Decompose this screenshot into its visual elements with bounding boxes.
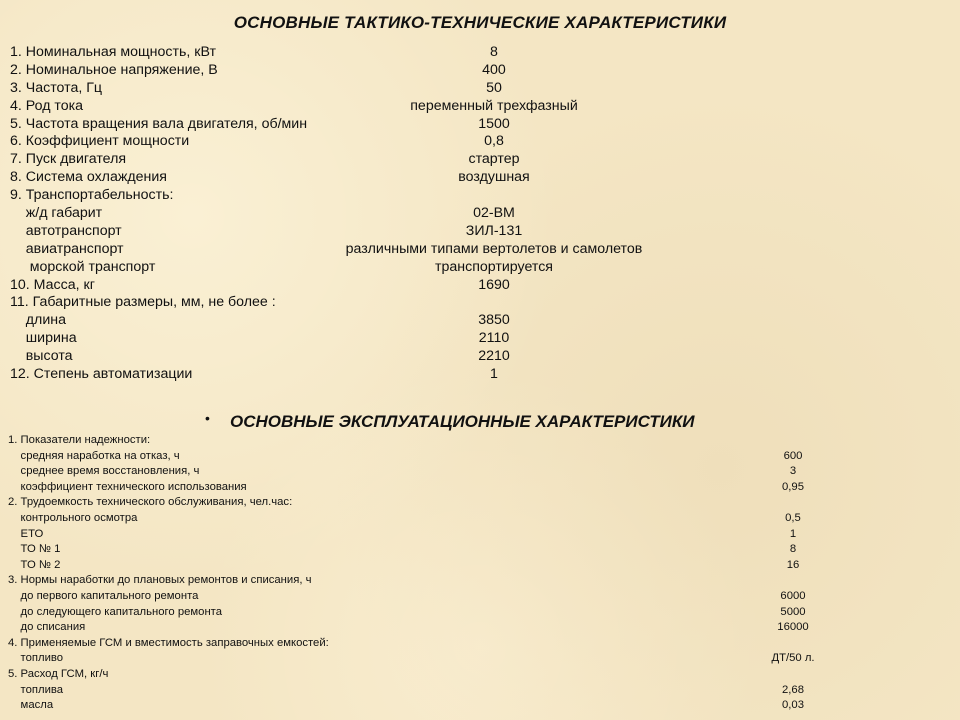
spec-label: топлива <box>8 683 64 696</box>
spec-value: 1500 <box>478 115 510 132</box>
spec-value: 0,5 <box>785 511 801 524</box>
spec-row <box>10 277 950 295</box>
spec-row <box>10 241 950 259</box>
spec-row <box>10 169 950 187</box>
spec-value: 1 <box>490 366 498 383</box>
spec-label: 1. Номинальная мощность, кВт <box>10 44 216 60</box>
spec-label: 8. Система охлаждения <box>10 169 167 186</box>
spec-row <box>8 589 948 605</box>
spec-label: 12. Степень автоматизации <box>10 366 193 383</box>
spec-value: 2110 <box>478 330 510 347</box>
spec-row <box>10 151 950 169</box>
spec-row <box>8 605 948 621</box>
spec-label: ТО № 1 <box>8 543 61 556</box>
spec-row <box>8 698 948 714</box>
section-title-operational: ОСНОВНЫЕ ЭКСПЛУАТАЦИОННЫЕ ХАРАКТЕРИСТИКИ <box>230 412 695 431</box>
spec-label: длина <box>10 312 66 329</box>
spec-row <box>8 433 948 449</box>
spec-label: ТО № 2 <box>8 558 61 571</box>
spec-label: до следующего капитального ремонта <box>8 605 223 618</box>
spec-label: 5. Частота вращения вала двигателя, об/мин <box>10 115 308 132</box>
spec-value: 8 <box>789 543 797 556</box>
operational-specs-list <box>8 433 948 714</box>
spec-label: морской транспорт <box>10 258 156 275</box>
spec-label: 3. Частота, Гц <box>10 79 103 96</box>
spec-label: 2. Трудоемкость технического обслуживания, чел.час: <box>8 496 293 509</box>
spec-label: ЕТО <box>8 527 44 540</box>
spec-value: ДТ/50 л. <box>771 652 815 665</box>
spec-value: 16 <box>786 558 800 571</box>
spec-value: стартер <box>468 151 520 168</box>
spec-row <box>10 312 950 330</box>
spec-label: ж/д габарит <box>10 205 103 222</box>
spec-value: 3 <box>789 465 797 478</box>
spec-row <box>10 294 950 312</box>
spec-value: 3850 <box>478 312 510 329</box>
spec-label: среднее время восстановления, ч <box>8 465 200 478</box>
spec-row <box>8 683 948 699</box>
spec-row <box>8 620 948 636</box>
spec-value: 600 <box>783 449 803 462</box>
spec-label: 7. Пуск двигателя <box>10 151 127 168</box>
spec-label: ширина <box>10 330 77 347</box>
spec-label: масла <box>8 699 54 712</box>
spec-label: средняя наработка на отказ, ч <box>8 449 180 462</box>
spec-label: коэффициент технического использования <box>8 480 247 493</box>
spec-row <box>8 542 948 558</box>
spec-label: 2. Номинальное напряжение, В <box>10 61 218 78</box>
spec-value: 16000 <box>777 621 809 634</box>
section-title-tactical: ОСНОВНЫЕ ТАКТИКО-ТЕХНИЧЕСКИЕ ХАРАКТЕРИСТИКИ <box>233 13 727 32</box>
spec-row <box>10 259 950 277</box>
spec-label: 3. Нормы наработки до плановых ремонтов и списания, ч <box>8 574 312 587</box>
spec-value: 400 <box>482 61 506 78</box>
spec-row <box>10 205 950 223</box>
spec-row <box>8 495 948 511</box>
spec-row <box>8 527 948 543</box>
spec-row <box>8 667 948 683</box>
spec-value: 2210 <box>478 348 510 365</box>
spec-value: 0,95 <box>782 480 804 493</box>
tactical-specs-list <box>10 44 950 384</box>
spec-row <box>10 62 950 80</box>
spec-row <box>10 330 950 348</box>
spec-row <box>8 558 948 574</box>
spec-value: 6000 <box>780 589 806 602</box>
spec-label: до списания <box>8 621 86 634</box>
spec-value: 2,68 <box>782 683 804 696</box>
spec-row <box>10 348 950 366</box>
spec-row <box>10 366 950 384</box>
spec-row <box>8 573 948 589</box>
spec-label: автотранспорт <box>10 222 122 239</box>
spec-row <box>8 636 948 652</box>
spec-row <box>8 449 948 465</box>
spec-label: контрольного осмотра <box>8 511 138 524</box>
spec-value: 0,03 <box>782 699 804 712</box>
spec-label: 4. Применяемые ГСМ и вместимость заправочных емкостей: <box>8 636 329 649</box>
spec-label: 10. Масса, кг <box>10 276 95 293</box>
spec-row <box>10 44 950 62</box>
spec-row <box>10 223 950 241</box>
spec-label: 6. Коэффициент мощности <box>10 133 190 150</box>
spec-row <box>8 480 948 496</box>
spec-value: 50 <box>486 79 502 96</box>
spec-label: до первого капитального ремонта <box>8 589 199 602</box>
spec-value: переменный трехфазный <box>410 97 578 114</box>
spec-value: 0,8 <box>484 133 504 150</box>
spec-value: 02-ВМ <box>473 205 515 222</box>
spec-label: 9. Транспортабельность: <box>10 187 174 204</box>
spec-row <box>10 116 950 134</box>
spec-row <box>8 511 948 527</box>
spec-value: транспортируется <box>435 258 553 275</box>
spec-row <box>10 80 950 98</box>
spec-label: авиатранспорт <box>10 240 124 257</box>
spec-value: воздушная <box>458 169 530 186</box>
spec-value: ЗИЛ-131 <box>465 222 523 239</box>
spec-label: 1. Показатели надежности: <box>8 434 151 446</box>
spec-label: 5. Расход ГСМ, кг/ч <box>8 667 109 680</box>
spec-label: высота <box>10 348 73 365</box>
spec-row <box>8 464 948 480</box>
spec-label: топливо <box>8 652 64 665</box>
spec-row <box>10 133 950 151</box>
bullet-icon: • <box>205 410 210 426</box>
spec-row <box>8 651 948 667</box>
spec-label: 4. Род тока <box>10 97 84 114</box>
spec-row <box>10 98 950 116</box>
spec-value: различными типами вертолетов и самолетов <box>345 240 643 257</box>
spec-label: 11. Габаритные размеры, мм, не более : <box>10 294 276 311</box>
spec-value: 1690 <box>478 276 510 293</box>
spec-value: 8 <box>490 44 498 60</box>
spec-value: 1 <box>789 527 797 540</box>
spec-value: 5000 <box>780 605 806 618</box>
spec-row <box>10 187 950 205</box>
